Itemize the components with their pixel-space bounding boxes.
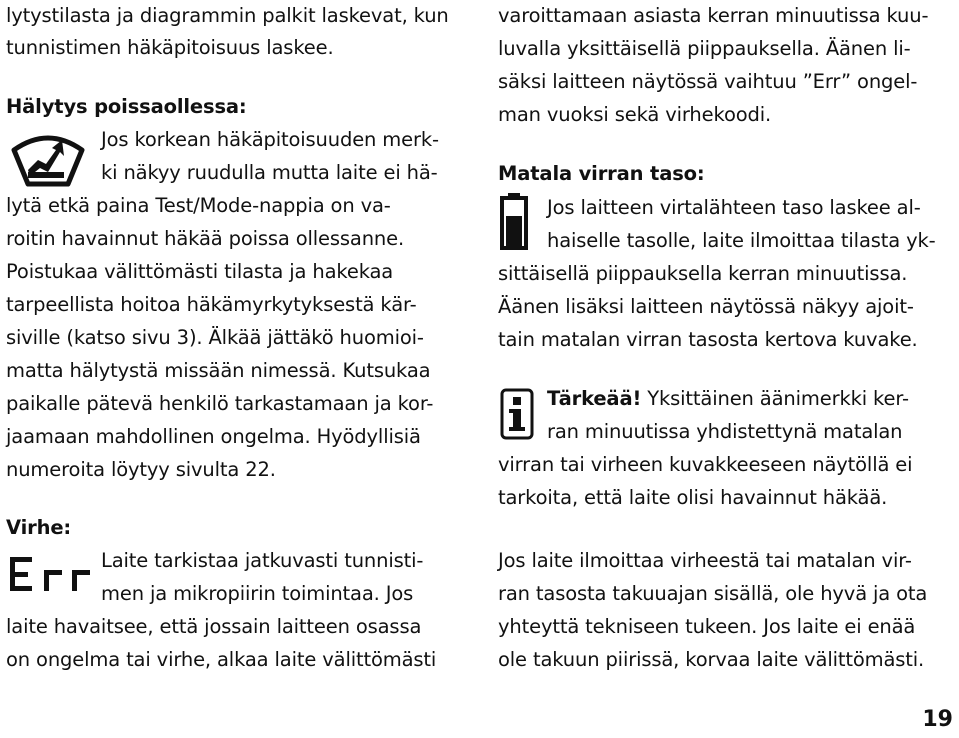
error-heading: Virhe: (6, 516, 72, 539)
low-power-line: haiselle tasolle, laite ilmoittaa tilasta yk- (547, 229, 936, 252)
low-power-line: tain matalan virran tasosta kertova kuvake. (498, 328, 918, 351)
error-continued-line: säksi laitteen näytössä vaihtuu ”Err” ongel- (498, 70, 918, 93)
error-continued-line: varoittamaan asiasta kerran minuutissa kuu- (498, 4, 929, 27)
closing-line: ole takuun piirissä, korvaa laite välittömästi. (498, 648, 925, 671)
error-continued-line: luvalla yksittäisellä piippauksella. Äänen li- (498, 37, 911, 60)
alarm-absence-line: numeroita löytyy sivulta 22. (6, 458, 276, 481)
alarm-absence-line: roitin havainnut häkää poissa ollessanne. (6, 227, 405, 250)
alarm-absence-line: siville (katso sivu 3). Älkää jättäkö huomioi- (6, 326, 424, 349)
alarm-absence-line: Jos korkean häkäpitoisuuden merk- (101, 128, 439, 151)
low-power-line: Äänen lisäksi laitteen näytössä näkyy ajoit- (498, 295, 914, 318)
closing-line: Jos laite ilmoittaa virheestä tai matalan vir- (498, 549, 912, 572)
page-number: 19 (922, 707, 953, 732)
err-display-icon (8, 555, 96, 595)
closing-line: yhteyttä tekniseen tukeen. Jos laite ei enää (498, 615, 916, 638)
important-first-line (547, 383, 909, 415)
closing-line: ran tasosta takuuajan sisällä, ole hyvä ja ota (498, 582, 928, 605)
alarm-absence-line: jaamaan mahdollinen ongelma. Hyödyllisiä (6, 425, 421, 448)
alarm-absence-line: Poistukaa välittömästi tilasta ja hakekaa (6, 260, 394, 283)
alarm-absence-line: tarpeellista hoitoa häkämyrkytyksestä kär- (6, 293, 417, 316)
low-power-heading: Matala virran taso: (498, 162, 705, 185)
alarm-absence-line: paikalle pätevä henkilö tarkastamaan ja kor- (6, 392, 434, 415)
error-continued-line: man vuoksi sekä virhekoodi. (498, 103, 772, 126)
important-line: ran minuutissa yhdistettynä matalan (547, 420, 903, 443)
low-power-line: Jos laitteen virtalähteen taso laskee al- (547, 196, 921, 219)
info-icon (500, 388, 534, 440)
alarm-absence-line: lytä etkä paina Test/Mode-nappia on va- (6, 194, 391, 217)
error-line: laite havaitsee, että jossain laitteen osassa (6, 615, 422, 638)
battery-icon (500, 192, 528, 250)
low-power-line: sittäisellä piippauksella kerran minuutissa. (498, 262, 908, 285)
important-label: Tärkeää! (547, 387, 642, 410)
intro-line: tunnistimen häkäpitoisuus laskee. (6, 36, 334, 59)
intro-line: lytystilasta ja diagrammin palkit laskevat, kun (6, 4, 449, 27)
important-line: tarkoita, että laite olisi havainnut häkää. (498, 486, 888, 509)
important-first-line-text: Yksittäinen äänimerkki ker- (641, 387, 909, 410)
error-line: Laite tarkistaa jatkuvasti tunnisti- (101, 549, 424, 572)
alarm-absence-line: ki näkyy ruudulla mutta laite ei hä- (101, 161, 438, 184)
peak-meter-icon (8, 130, 88, 188)
important-line: virran tai virheen kuvakkeeseen näytöllä ei (498, 453, 913, 476)
alarm-absence-heading: Hälytys poissaollessa: (6, 95, 247, 118)
alarm-absence-line: matta hälytystä missään nimessä. Kutsukaa (6, 359, 431, 382)
error-line: on ongelma tai virhe, alkaa laite välittömästi (6, 648, 437, 671)
error-line: men ja mikropiirin toimintaa. Jos (101, 582, 414, 605)
